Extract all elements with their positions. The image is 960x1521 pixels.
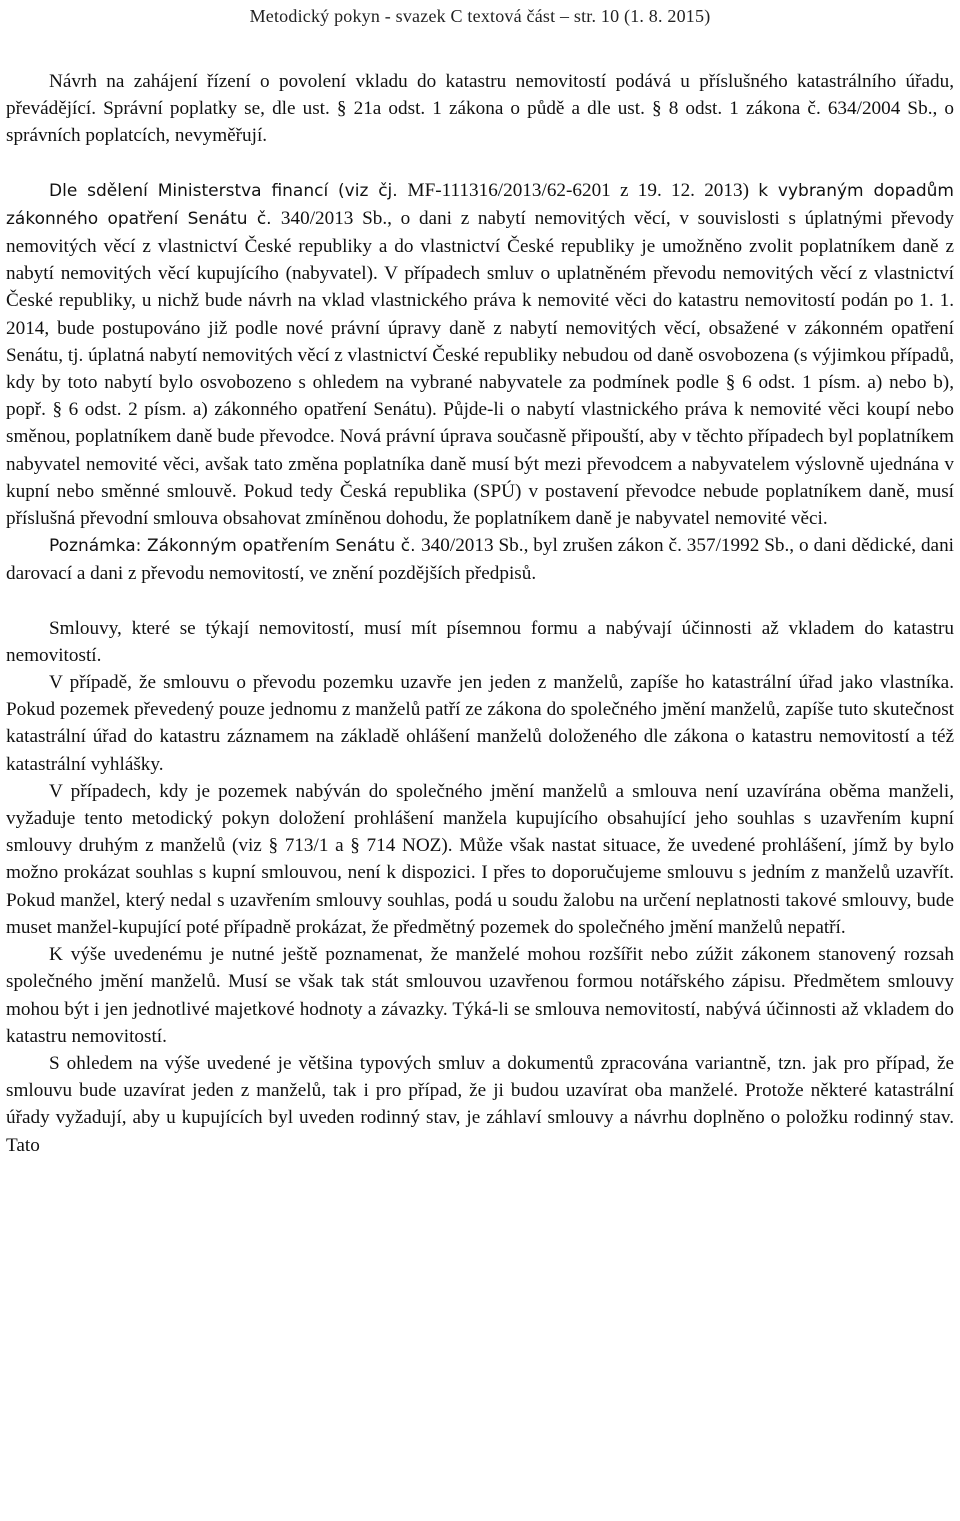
ministry-statement-lead: Dle sdělení Ministerstva financí (viz čj. (49, 180, 408, 201)
ministry-statement-senate: k vybraným dopadům zákonného opatření Senátu č. (6, 180, 954, 229)
paragraph-proposal-fees: Návrh na zahájení řízení o povolení vkladu do katastru nemovitostí podává u příslušného katastrálního úřadu, převádějící. Správní poplatky se, dle ust. § 21a odst. 1 zákona o půdě a dle ust. § 8 odst. 1 zákona č. 634/2004 Sb., o správních poplatcích, nevyměřují. (6, 71, 954, 147)
paragraph-note (6, 532, 954, 587)
note-lead: Poznámka: Zákonným opatřením Senátu č. (49, 536, 422, 557)
ministry-reference-number: MF-111316/2013/62-6201 z 19. 12. 2013) (407, 179, 759, 201)
page-header: Metodický pokyn - svazek C textová část – str. 10 (1. 8. 2015) (249, 6, 711, 26)
document-body (6, 68, 954, 1159)
paragraph-contract-form: Smlouvy, které se týkají nemovitostí, musí mít písemnou formu a nabývají účinnosti až vkladem do katastru nemovitostí. (6, 617, 954, 666)
paragraph-scope-change: K výše uvedenému je nutné ještě poznamenat, že manželé mohou rozšířit nebo zúžit zákonem stanovený rozsah společného jmění manželů. Musí se však tak stát smlouvou uzavřenou formou notářského zápisu. Předmětem smlouvy mohou být i jen jednotlivé majetkové hodnoty a závazky. Týká-li se smlouva nemovitostí, nabývá účinnosti až vkladem do katastru nemovitostí. (6, 944, 954, 1047)
paragraph-joint-property: V případech, kdy je pozemek nabýván do společného jmění manželů a smlouva není uzavírána oběma manželi, vyžaduje tento metodický pokyn doložení prohlášení manžela kupujícího obsahující jeho souhlas s uzavřením kupní smlouvy druhým z manželů (viz § 713/1 a § 714 NOZ). Může však nastat situace, že uvedené prohlášení, jímž by bylo možno prokázat souhlas s kupní smlouvou, není k dispozici. I přes to doporučujeme smlouvu s jedním z manželů uzavřít. Pokud manžel, který nedal s uzavřením smlouvy souhlas, podá u soudu žalobu na určení neplatnosti takové smlouvy, bude muset manžel-kupující poté případně prokázat, že předmětný pozemek do společného jmění manželů nepatří. (6, 780, 954, 938)
paragraph-ministry-statement (6, 177, 954, 533)
ministry-statement-body: 340/2013 Sb., o dani z nabytí nemovitých věcí, v souvislosti s úplatnými převody nemovitých věcí z vlastnictví České republiky a do vlastnictví České republiky je umožněno zvolit poplatníkem daně z nabytí nemovitých věcí kupujícího (nabyvatel). V případech smluv o uplatněném převodu nemovitých věcí z vlastnictví České republiky, u nichž bude návrh na vklad vlastnického práva k nemovité věci do katastru nemovitostí podán po 1. 1. 2014, bude postupováno již podle nové právní úpravy daně z nabytí nemovitých věcí, obsažené v zákonném opatření Senátu, tj. úplatná nabytí nemovitých věcí z vlastnictví České republiky nebudou od daně osvobozena (s výjimkou případů, kdy by toto nabytí bylo osvobozeno s ohledem na vybrané nabyvatele za podmínek podle § 6 odst. 1 písm. a) nebo b), popř. § 6 odst. 2 písm. a) zákonného opatření Senátu). Půjde-li o nabytí vlastnického práva k nemovité věci koupí nebo směnou, poplatníkem daně bude převodce. Nová právní úprava současně připouští, aby v těchto případech byl poplatníkem nabyvatel nemovité věci, avšak tato změna poplatníka daně musí být mezi převodcem a nabyvatelem výslovně ujednána v kupní nebo směnné smlouvě. Pokud tedy Česká republika (SPÚ) v postavení převodce nebude poplatníkem daně, musí příslušná převodní smlouva obsahovat zmíněnou dohodu, že poplatníkem daně je nabyvatel nemovité věci. (6, 207, 955, 530)
paragraph-one-spouse: V případě, že smlouvu o převodu pozemku uzavře jen jeden z manželů, zapíše ho katastrální úřad jako vlastníka. Pokud pozemek převedený pouze jednomu z manželů patří ze zákona do společného jmění manželů, zapíše tuto skutečnost katastrální úřad do katastru záznamem na základě ohlášení manželů doloženého dle zákona o katastru nemovitostí a též katastrální vyhlášky. (6, 672, 954, 775)
paragraph-contract-variants: S ohledem na výše uvedené je většina typových smluv a dokumentů zpracována variantně, tzn. jak pro případ, že smlouvu bude uzavírat jeden z manželů, tak i pro případ, že ji budou uzavírat oba manželé. Protože některé katastrální úřady vyžadují, aby u kupujících byl uveden rodinný stav, je záhlaví smlouvy a návrhu doplněno o položku rodinný stav. Tato (6, 1052, 954, 1156)
note-body: 340/2013 Sb., byl zrušen zákon č. 357/1992 Sb., o dani dědické, dani darovací a dani z převodu nemovitostí, ve znění pozdějších předpisů. (6, 535, 954, 585)
